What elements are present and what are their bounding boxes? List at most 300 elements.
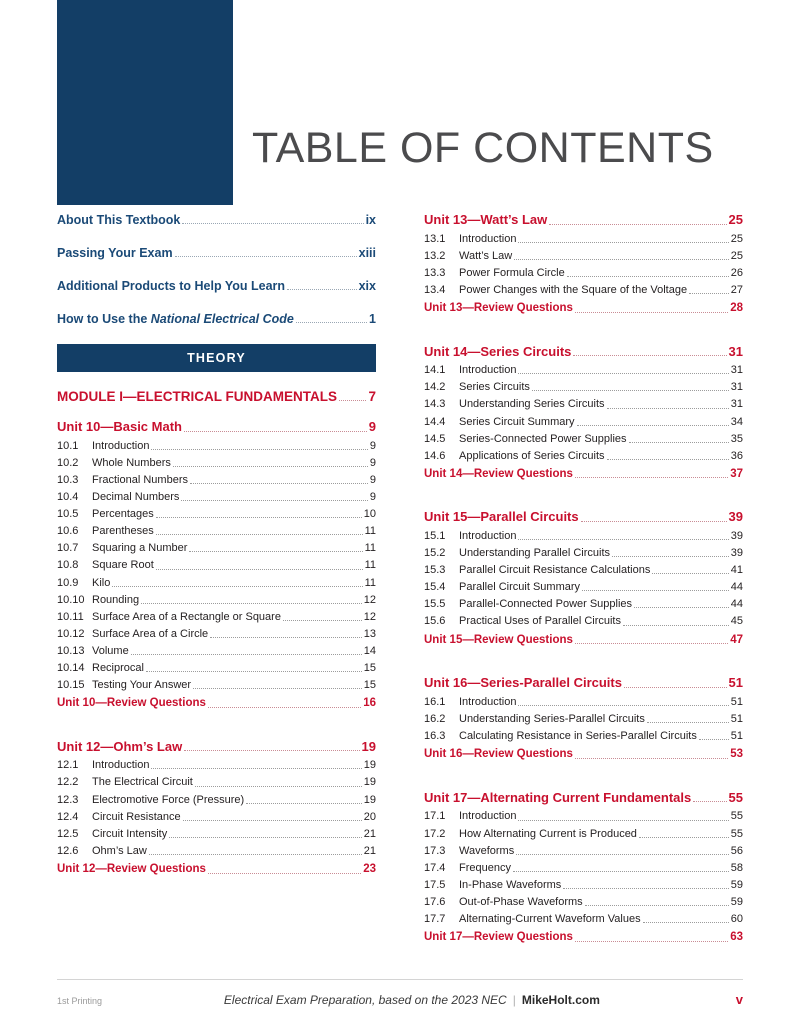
review-questions-15[interactable] (424, 633, 743, 648)
subentry-page: 11 (364, 542, 376, 555)
leader-dots (699, 739, 729, 740)
leader-dots (624, 687, 727, 688)
leader-dots (296, 322, 367, 323)
subentry-number: 14.4 (424, 415, 446, 428)
subentry-page: 25 (730, 249, 743, 262)
leader-dots (208, 707, 361, 708)
subentry-number: 15.5 (424, 598, 446, 611)
toc-columns (0, 212, 800, 945)
toc-subentry[interactable] (57, 810, 376, 824)
leader-dots (563, 888, 728, 889)
subentry-number: 10.11 (57, 610, 84, 623)
subentry-page: 55 (730, 810, 743, 823)
subentry-number: 14.5 (424, 432, 446, 445)
spacer (424, 316, 743, 330)
leader-dots (131, 654, 362, 655)
review-questions-13[interactable] (424, 301, 743, 316)
subentry-page: 10 (363, 508, 376, 521)
leader-dots (184, 750, 359, 751)
review-label: Unit 13—Review Questions (424, 301, 573, 314)
leader-dots (173, 466, 368, 467)
subentry-page: 9 (369, 456, 376, 469)
subentry-number: 13.1 (424, 232, 446, 245)
subentry-label: Reciprocal (92, 661, 144, 674)
leader-dots (532, 390, 729, 391)
leader-dots (175, 256, 357, 257)
subentry-label: Square Root (92, 559, 154, 572)
toc-subentry[interactable] (424, 563, 743, 577)
review-page: 16 (363, 697, 376, 710)
leader-dots (575, 312, 728, 313)
subentry-label: Kilo (92, 576, 111, 589)
toc-subentry[interactable] (424, 912, 743, 926)
subentry-number: 17.4 (424, 861, 446, 874)
subentry-label: Introduction (459, 810, 517, 823)
subentry-label: Introduction (459, 232, 517, 245)
toc-subentry[interactable] (424, 878, 743, 892)
footer-separator: | (512, 993, 516, 1007)
unit-heading-10[interactable] (57, 419, 376, 436)
toc-subentry[interactable] (57, 627, 376, 641)
leader-dots (585, 905, 729, 906)
leader-dots (169, 837, 362, 838)
subentry-number: 12.3 (57, 793, 79, 806)
subentry-page: 60 (730, 912, 743, 925)
leader-dots (573, 355, 726, 356)
review-label: Unit 10—Review Questions (57, 697, 206, 710)
unit-heading-15[interactable] (424, 509, 743, 526)
spacer (424, 647, 743, 661)
toc-entry-label: Additional Products to Help You Learn (57, 279, 286, 293)
unit-page: 55 (728, 789, 743, 805)
section-banner-theory: THEORY (57, 344, 376, 372)
subentry-number: 15.3 (424, 564, 446, 577)
leader-dots (514, 259, 729, 260)
review-questions-14[interactable] (424, 467, 743, 482)
subentry-number: 14.3 (424, 398, 446, 411)
toc-subentry[interactable] (424, 432, 743, 446)
subentry-page: 56 (730, 844, 743, 857)
toc-entry-label-plain: How to Use the (57, 312, 151, 326)
subentry-number: 17.2 (424, 827, 446, 840)
toc-subentry[interactable] (424, 712, 743, 726)
subentry-page: 14 (363, 644, 376, 657)
subentry-page: 34 (730, 415, 743, 428)
spacer (57, 711, 376, 725)
subentry-number: 17.7 (424, 912, 446, 925)
review-page: 47 (730, 633, 743, 646)
subentry-label: Decimal Numbers (92, 491, 180, 504)
leader-dots (582, 590, 729, 591)
subentry-label: Alternating-Current Waveform Values (459, 912, 641, 925)
unit-page: 31 (728, 343, 743, 359)
review-questions-10[interactable] (57, 696, 376, 711)
subentry-page: 19 (363, 759, 376, 772)
unit-page: 39 (728, 509, 743, 525)
leader-dots (208, 873, 361, 874)
subentry-label: Parallel Circuit Summary (459, 581, 581, 594)
toc-subentry[interactable] (57, 644, 376, 658)
review-questions-12[interactable] (57, 862, 376, 877)
leader-dots (182, 223, 363, 224)
subentry-label: Circuit Resistance (92, 810, 181, 823)
subentry-number: 10.12 (57, 627, 85, 640)
subentry-number: 10.1 (57, 439, 79, 452)
subentry-page: 15 (363, 678, 376, 691)
toc-subentry[interactable] (424, 529, 743, 543)
subentry-page: 36 (730, 449, 743, 462)
review-label: Unit 16—Review Questions (424, 748, 573, 761)
review-page: 28 (730, 301, 743, 314)
leader-dots (283, 620, 362, 621)
toc-subentry[interactable] (424, 580, 743, 594)
unit-label: Unit 15—Parallel Circuits (424, 509, 579, 525)
subentry-label: Understanding Series-Parallel Circuits (459, 712, 645, 725)
subentry-number: 10.10 (57, 593, 85, 606)
leader-dots (629, 442, 729, 443)
subentry-page: 19 (363, 793, 376, 806)
review-label: Unit 14—Review Questions (424, 467, 573, 480)
module-heading[interactable] (57, 388, 376, 405)
footer-website[interactable]: MikeHolt.com (521, 993, 600, 1007)
subentry-number: 16.3 (424, 730, 446, 743)
leader-dots (581, 521, 727, 522)
footer-printing: 1st Printing (57, 996, 103, 1006)
toc-subentry[interactable] (57, 678, 376, 692)
leader-dots (151, 449, 367, 450)
leader-dots (513, 871, 729, 872)
unit-label: Unit 10—Basic Math (57, 419, 182, 435)
toc-subentry[interactable] (57, 558, 376, 572)
leader-dots (516, 854, 729, 855)
subentry-label: Parentheses (92, 525, 154, 538)
subentry-label: Parallel-Connected Power Supplies (459, 598, 633, 611)
subentry-label: Power Formula Circle (459, 266, 565, 279)
leader-dots (518, 373, 728, 374)
subentry-page: 9 (369, 439, 376, 452)
subentry-page: 35 (730, 432, 743, 445)
subentry-number: 17.1 (424, 810, 446, 823)
decorative-blue-block (57, 0, 233, 205)
toc-subentry[interactable] (57, 524, 376, 538)
subentry-page: 55 (730, 827, 743, 840)
subentry-number: 15.6 (424, 615, 446, 628)
subentry-label: Understanding Series Circuits (459, 398, 605, 411)
unit-page: 25 (728, 212, 743, 227)
subentry-page: 51 (730, 712, 743, 725)
subentry-label: Introduction (92, 439, 150, 452)
toc-subentry[interactable] (424, 546, 743, 560)
leader-dots (623, 625, 729, 626)
toc-subentry[interactable] (57, 439, 376, 453)
leader-dots (549, 224, 726, 225)
spacer (424, 762, 743, 776)
unit-heading-13[interactable] (424, 212, 743, 229)
subentry-label: Introduction (459, 364, 517, 377)
leader-dots (189, 551, 362, 552)
toc-subentry[interactable] (424, 415, 743, 429)
subentry-page: 44 (730, 598, 743, 611)
subentry-label: In-Phase Waveforms (459, 878, 562, 891)
subentry-number: 10.13 (57, 644, 85, 657)
toc-entry-label (57, 311, 294, 327)
toc-subentry[interactable] (57, 775, 376, 789)
leader-dots (183, 820, 362, 821)
subentry-label: Introduction (459, 530, 517, 543)
toc-subentry[interactable] (424, 729, 743, 743)
toc-subentry[interactable] (57, 507, 376, 521)
toc-subentry[interactable] (424, 695, 743, 709)
subentry-number: 17.6 (424, 895, 446, 908)
toc-entry-page: xix (358, 279, 376, 293)
subentry-label: Fractional Numbers (92, 474, 188, 487)
toc-right-column (424, 212, 743, 945)
subentry-page: 9 (369, 474, 376, 487)
toc-subentry[interactable] (57, 576, 376, 590)
review-page: 23 (363, 862, 376, 875)
subentry-label: Surface Area of a Rectangle or Square (92, 610, 281, 623)
toc-subentry[interactable] (424, 380, 743, 394)
review-label: Unit 12—Review Questions (57, 862, 206, 875)
subentry-number: 14.2 (424, 381, 446, 394)
subentry-page: 21 (363, 844, 376, 857)
toc-subentry[interactable] (57, 827, 376, 841)
subentry-page: 59 (730, 878, 743, 891)
toc-subentry[interactable] (424, 861, 743, 875)
toc-subentry[interactable] (424, 249, 743, 263)
toc-subentry[interactable] (57, 844, 376, 858)
toc-entry-additional-products[interactable] (57, 278, 376, 294)
subentry-label: Applications of Series Circuits (459, 449, 605, 462)
leader-dots (141, 603, 362, 604)
unit-heading-12[interactable] (57, 739, 376, 756)
leader-dots (518, 539, 728, 540)
subentry-page: 12 (363, 593, 376, 606)
subentry-label: Understanding Parallel Circuits (459, 547, 611, 560)
toc-left-column (57, 212, 376, 945)
leader-dots (156, 569, 363, 570)
subentry-number: 10.6 (57, 525, 79, 538)
leader-dots (607, 408, 729, 409)
subentry-number: 13.3 (424, 266, 446, 279)
toc-subentry[interactable] (424, 449, 743, 463)
subentry-number: 17.5 (424, 878, 446, 891)
subentry-number: 14.6 (424, 449, 446, 462)
review-label: Unit 15—Review Questions (424, 633, 573, 646)
page-header (0, 0, 800, 205)
subentry-label: Out-of-Phase Waveforms (459, 895, 583, 908)
toc-subentry[interactable] (424, 363, 743, 377)
toc-entry-passing-your-exam[interactable] (57, 245, 376, 261)
unit-label: Unit 17—Alternating Current Fundamentals (424, 789, 692, 805)
subentry-label: Volume (92, 644, 129, 657)
review-questions-17[interactable] (424, 930, 743, 945)
leader-dots (689, 293, 729, 294)
leader-dots (195, 786, 362, 787)
subentry-number: 15.2 (424, 547, 446, 560)
toc-subentry[interactable] (57, 490, 376, 504)
spacer (424, 481, 743, 495)
toc-subentry[interactable] (57, 610, 376, 624)
subentry-label: Introduction (459, 695, 517, 708)
front-matter-list (57, 212, 376, 327)
leader-dots (156, 517, 362, 518)
toc-entry-page: 1 (369, 312, 376, 326)
unit-label: Unit 12—Ohm’s Law (57, 738, 183, 754)
subentry-page: 31 (730, 398, 743, 411)
subentry-page: 20 (363, 810, 376, 823)
review-page: 63 (730, 931, 743, 944)
unit-label: Unit 13—Watt’s Law (424, 212, 548, 227)
subentry-number: 12.6 (57, 844, 79, 857)
subentry-number: 10.5 (57, 508, 79, 521)
leader-dots (575, 758, 728, 759)
leader-dots (518, 705, 728, 706)
toc-subentry[interactable] (424, 397, 743, 411)
subentry-page: 51 (730, 695, 743, 708)
toc-subentry[interactable] (424, 597, 743, 611)
subentry-number: 12.5 (57, 827, 79, 840)
subentry-number: 10.14 (57, 661, 85, 674)
leader-dots (156, 534, 363, 535)
page-footer (57, 979, 743, 1007)
subentry-label: Watt’s Law (459, 249, 513, 262)
toc-subentry[interactable] (57, 456, 376, 470)
toc-subentry[interactable] (424, 827, 743, 841)
toc-entry-how-to-use-the-nec[interactable] (57, 311, 376, 327)
leader-dots (246, 803, 362, 804)
subentry-page: 26 (730, 266, 743, 279)
page-title: TABLE OF CONTENTS (252, 124, 714, 172)
unit-heading-17[interactable] (424, 790, 743, 807)
toc-entry-label: About This Textbook (57, 213, 181, 227)
leader-dots (181, 500, 367, 501)
subentry-number: 12.4 (57, 810, 79, 823)
subentry-page: 58 (730, 861, 743, 874)
leader-dots (634, 607, 729, 608)
toc-subentry[interactable] (57, 793, 376, 807)
toc-subentry[interactable] (57, 758, 376, 772)
subentry-label: Rounding (92, 593, 140, 606)
subentry-page: 11 (364, 576, 376, 589)
subentry-page: 59 (730, 895, 743, 908)
subentry-number: 17.3 (424, 844, 446, 857)
review-page: 53 (730, 748, 743, 761)
leader-dots (184, 431, 367, 432)
unit-page: 19 (361, 738, 376, 754)
toc-entry-page: xiii (358, 246, 376, 260)
toc-subentry[interactable] (57, 473, 376, 487)
toc-entry-about-this-textbook[interactable] (57, 212, 376, 228)
subentry-number: 10.4 (57, 491, 79, 504)
review-label: Unit 17—Review Questions (424, 931, 573, 944)
leader-dots (210, 637, 362, 638)
toc-subentry[interactable] (424, 232, 743, 246)
toc-subentry[interactable] (424, 266, 743, 280)
leader-dots (643, 922, 729, 923)
subentry-page: 51 (730, 730, 743, 743)
subentry-number: 10.2 (57, 456, 79, 469)
toc-subentry[interactable] (57, 593, 376, 607)
subentry-label: Calculating Resistance in Series-Parallel Circuits (459, 730, 697, 743)
toc-subentry[interactable] (424, 283, 743, 297)
leader-dots (151, 768, 361, 769)
subentry-label: Frequency (459, 861, 511, 874)
subentry-page: 25 (730, 232, 743, 245)
leader-dots (567, 276, 729, 277)
subentry-label: Ohm’s Law (92, 844, 147, 857)
subentry-page: 39 (730, 530, 743, 543)
subentry-number: 15.1 (424, 530, 446, 543)
footer-page-number: v (735, 992, 743, 1007)
toc-subentry[interactable] (424, 614, 743, 628)
unit-heading-14[interactable] (424, 344, 743, 361)
subentry-page: 39 (730, 547, 743, 560)
leader-dots (693, 801, 726, 802)
module-label: MODULE I—ELECTRICAL FUNDAMENTALS (57, 389, 337, 404)
leader-dots (287, 289, 357, 290)
subentry-page: 13 (363, 627, 376, 640)
subentry-page: 27 (730, 283, 743, 296)
subentry-page: 19 (363, 776, 376, 789)
toc-subentry[interactable] (57, 541, 376, 555)
subentry-number: 12.1 (57, 759, 79, 772)
unit-label: Unit 16—Series-Parallel Circuits (424, 675, 622, 691)
subentry-page: 11 (364, 525, 376, 538)
subentry-number: 10.7 (57, 542, 79, 555)
leader-dots (575, 643, 728, 644)
subentry-label: Series Circuit Summary (459, 415, 575, 428)
review-page: 37 (730, 467, 743, 480)
toc-subentry[interactable] (424, 809, 743, 823)
subentry-label: Series-Connected Power Supplies (459, 432, 627, 445)
unit-page: 51 (728, 675, 743, 691)
subentry-number: 14.1 (424, 364, 446, 377)
subentry-number: 13.2 (424, 249, 446, 262)
subentry-label: Introduction (92, 759, 150, 772)
leader-dots (146, 671, 362, 672)
toc-subentry[interactable] (424, 895, 743, 909)
toc-entry-page: ix (365, 213, 376, 227)
subentry-page: 44 (730, 581, 743, 594)
toc-subentry[interactable] (57, 661, 376, 675)
subentry-number: 10.9 (57, 576, 79, 589)
unit-heading-16[interactable] (424, 675, 743, 692)
leader-dots (647, 722, 729, 723)
subentry-page: 11 (364, 559, 376, 572)
subentry-label: Testing Your Answer (92, 678, 192, 691)
subentry-label: Power Changes with the Square of the Voltage (459, 283, 688, 296)
toc-entry-label: Passing Your Exam (57, 246, 173, 260)
subentry-number: 10.3 (57, 474, 79, 487)
subentry-label: Practical Uses of Parallel Circuits (459, 615, 621, 628)
leader-dots (575, 477, 728, 478)
subentry-page: 15 (363, 661, 376, 674)
subentry-page: 12 (363, 610, 376, 623)
subentry-label: Series Circuits (459, 381, 530, 394)
leader-dots (607, 459, 729, 460)
subentry-number: 10.8 (57, 559, 79, 572)
leader-dots (149, 854, 362, 855)
review-questions-16[interactable] (424, 747, 743, 762)
leader-dots (112, 586, 362, 587)
toc-subentry[interactable] (424, 844, 743, 858)
leader-dots (193, 688, 362, 689)
leader-dots (612, 556, 729, 557)
leader-dots (339, 400, 366, 401)
subentry-label: Parallel Circuit Resistance Calculations (459, 564, 651, 577)
subentry-page: 45 (730, 615, 743, 628)
